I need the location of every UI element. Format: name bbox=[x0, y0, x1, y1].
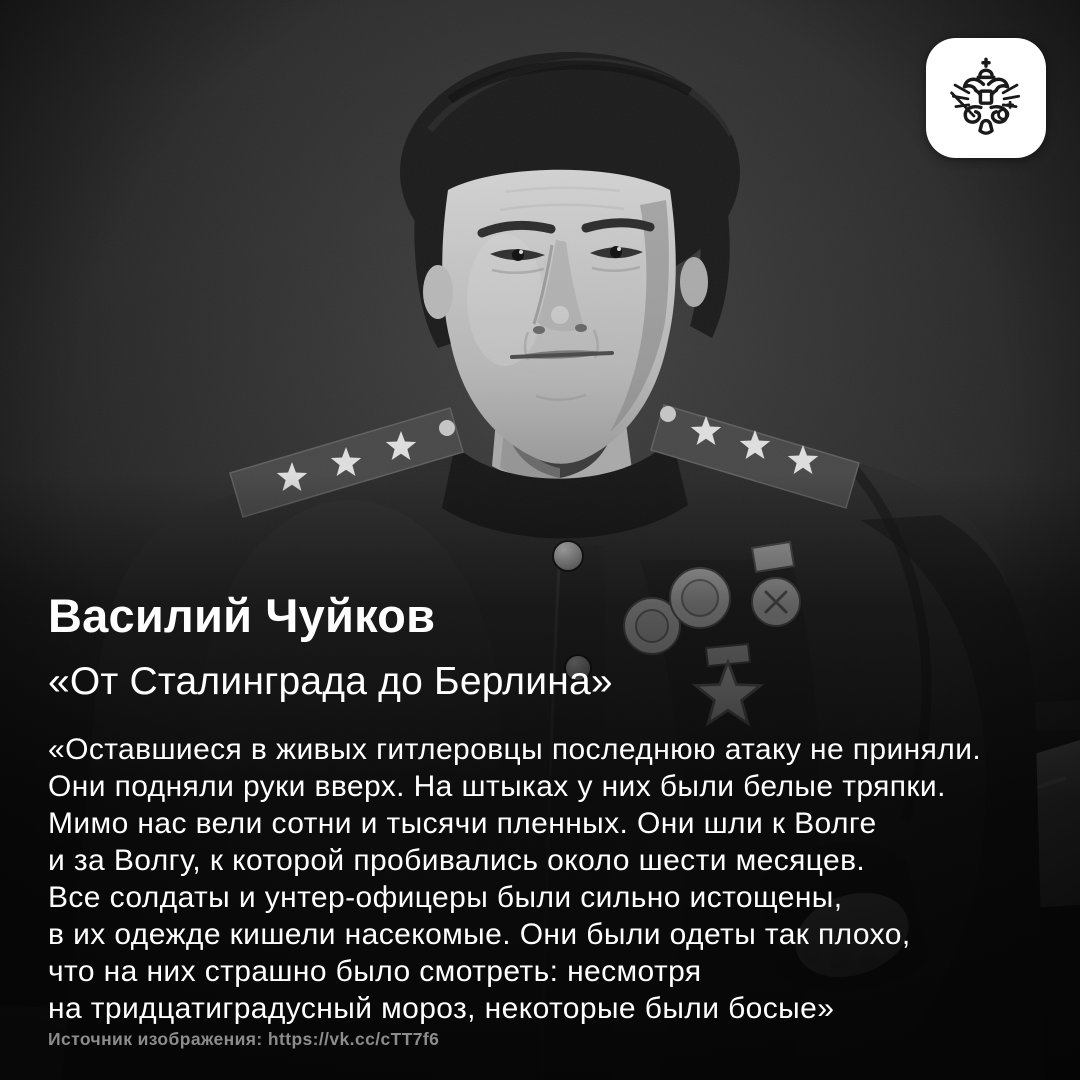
quote-line: на тридцатиградусный мороз, некоторые были босые» bbox=[48, 992, 835, 1025]
page-title: Василий Чуйков bbox=[48, 589, 436, 642]
quote-line: что на них страшно было смотреть: несмотря bbox=[48, 955, 702, 988]
quote-line: Все солдаты и унтер-офицеры были сильно истощены, bbox=[48, 881, 843, 914]
logo-badge bbox=[926, 38, 1046, 158]
quote-line: в их одежде кишели насекомые. Они были одеты так плохо, bbox=[48, 918, 911, 951]
source-caption: Источник изображения: https://vk.cc/cTT7f6 bbox=[48, 1029, 440, 1049]
quote-line: Мимо нас вели сотни и тысячи пленных. Они шли к Волге bbox=[48, 807, 877, 840]
quote-line: Они подняли руки вверх. На штыках у них были белые тряпки. bbox=[48, 770, 946, 803]
page-subtitle: «От Сталинграда до Берлина» bbox=[48, 660, 613, 703]
quote-line: «Оставшиеся в живых гитлеровцы последнюю атаку не приняли. bbox=[48, 733, 982, 766]
quote-line: и за Волгу, к которой пробивались около шести месяцев. bbox=[48, 844, 866, 877]
double-headed-eagle-icon bbox=[943, 55, 1029, 141]
